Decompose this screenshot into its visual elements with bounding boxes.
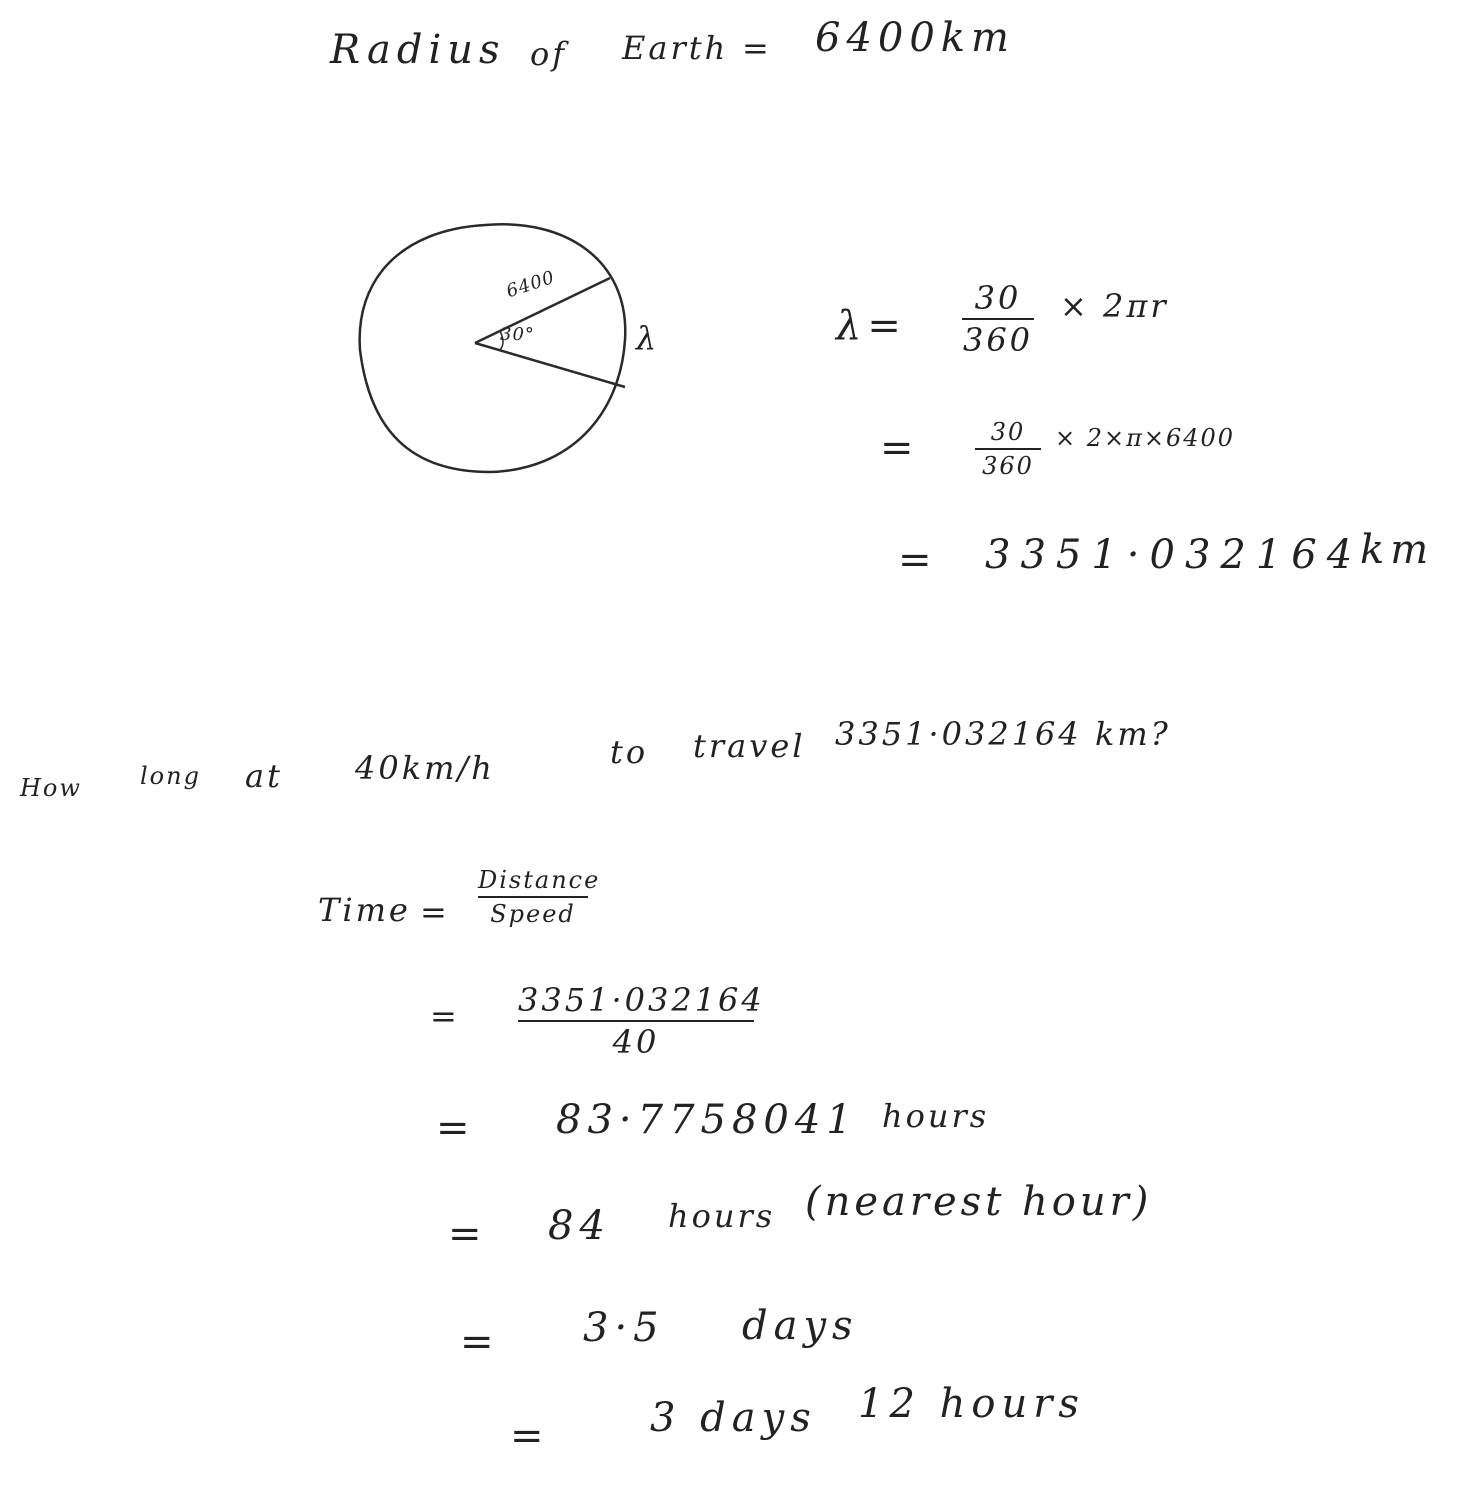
- fraction-denominator-2: 360: [982, 452, 1034, 480]
- title-of: of: [530, 35, 568, 73]
- rounded-value: 84: [548, 1203, 611, 1249]
- result-hours-value: 83·7758041: [556, 1097, 858, 1143]
- question-to: to: [610, 733, 649, 771]
- distance-word: Distance: [478, 866, 601, 894]
- days-unit: days: [742, 1303, 859, 1349]
- sub-equals: =: [430, 997, 460, 1035]
- question-how: How: [20, 774, 82, 802]
- question-travel: travel: [693, 727, 806, 765]
- step2-equals: =: [880, 425, 920, 471]
- circle-diagram: [340, 210, 650, 490]
- question-distance: 3351·032164 km?: [835, 715, 1171, 753]
- step2-rest: × 2×π×6400: [1055, 424, 1236, 452]
- fraction-numerator-2: 30: [990, 418, 1026, 446]
- title-earth: Earth: [622, 29, 729, 67]
- question-at: at: [245, 757, 283, 795]
- rounded-note: (nearest hour): [805, 1179, 1153, 1225]
- radius-line-lower: [475, 343, 625, 387]
- distance-over-speed: [478, 866, 601, 928]
- lambda-label: λ=: [836, 303, 907, 349]
- title-equals: =: [742, 29, 772, 67]
- final-equals: =: [510, 1413, 550, 1459]
- substituted-fraction: [518, 981, 765, 1061]
- fraction-bar: [962, 318, 1034, 320]
- step3-equals: =: [898, 537, 938, 583]
- time-label: Time: [318, 891, 411, 929]
- question-long: long: [140, 762, 201, 790]
- rounded-equals: =: [448, 1211, 488, 1257]
- speed-word: Speed: [490, 900, 576, 928]
- angle-label: 30°: [500, 324, 535, 345]
- arc-label: λ: [636, 319, 660, 357]
- final-hours: 12 hours: [858, 1381, 1085, 1427]
- distance-speed-bar: [478, 896, 588, 898]
- final-days: 3 days: [650, 1395, 817, 1441]
- fraction-bar-2: [975, 448, 1041, 450]
- step1-rest: × 2πr: [1060, 287, 1169, 325]
- fraction-30-360-step2: [975, 420, 1041, 478]
- days-value: 3·5: [583, 1305, 665, 1351]
- step3-value: 3351·032164: [985, 532, 1363, 578]
- rounded-unit: hours: [668, 1197, 776, 1235]
- substituted-denominator: 40: [612, 1023, 660, 1061]
- title-radius: Radius: [330, 27, 506, 73]
- substituted-bar: [518, 1020, 754, 1022]
- fraction-numerator: 30: [974, 279, 1022, 317]
- radius-label: 6400: [503, 266, 558, 303]
- step3-unit: km: [1360, 527, 1435, 573]
- time-equals: =: [420, 893, 450, 931]
- result-hours-word: hours: [882, 1097, 990, 1135]
- substituted-numerator: 3351·032164: [518, 981, 765, 1019]
- days-equals: =: [460, 1319, 500, 1365]
- result-equals: =: [436, 1105, 476, 1151]
- fraction-denominator: 360: [962, 321, 1034, 359]
- fraction-30-360: [962, 279, 1034, 359]
- title-value: 6400km: [815, 15, 1015, 61]
- question-speed: 40km/h: [355, 749, 495, 787]
